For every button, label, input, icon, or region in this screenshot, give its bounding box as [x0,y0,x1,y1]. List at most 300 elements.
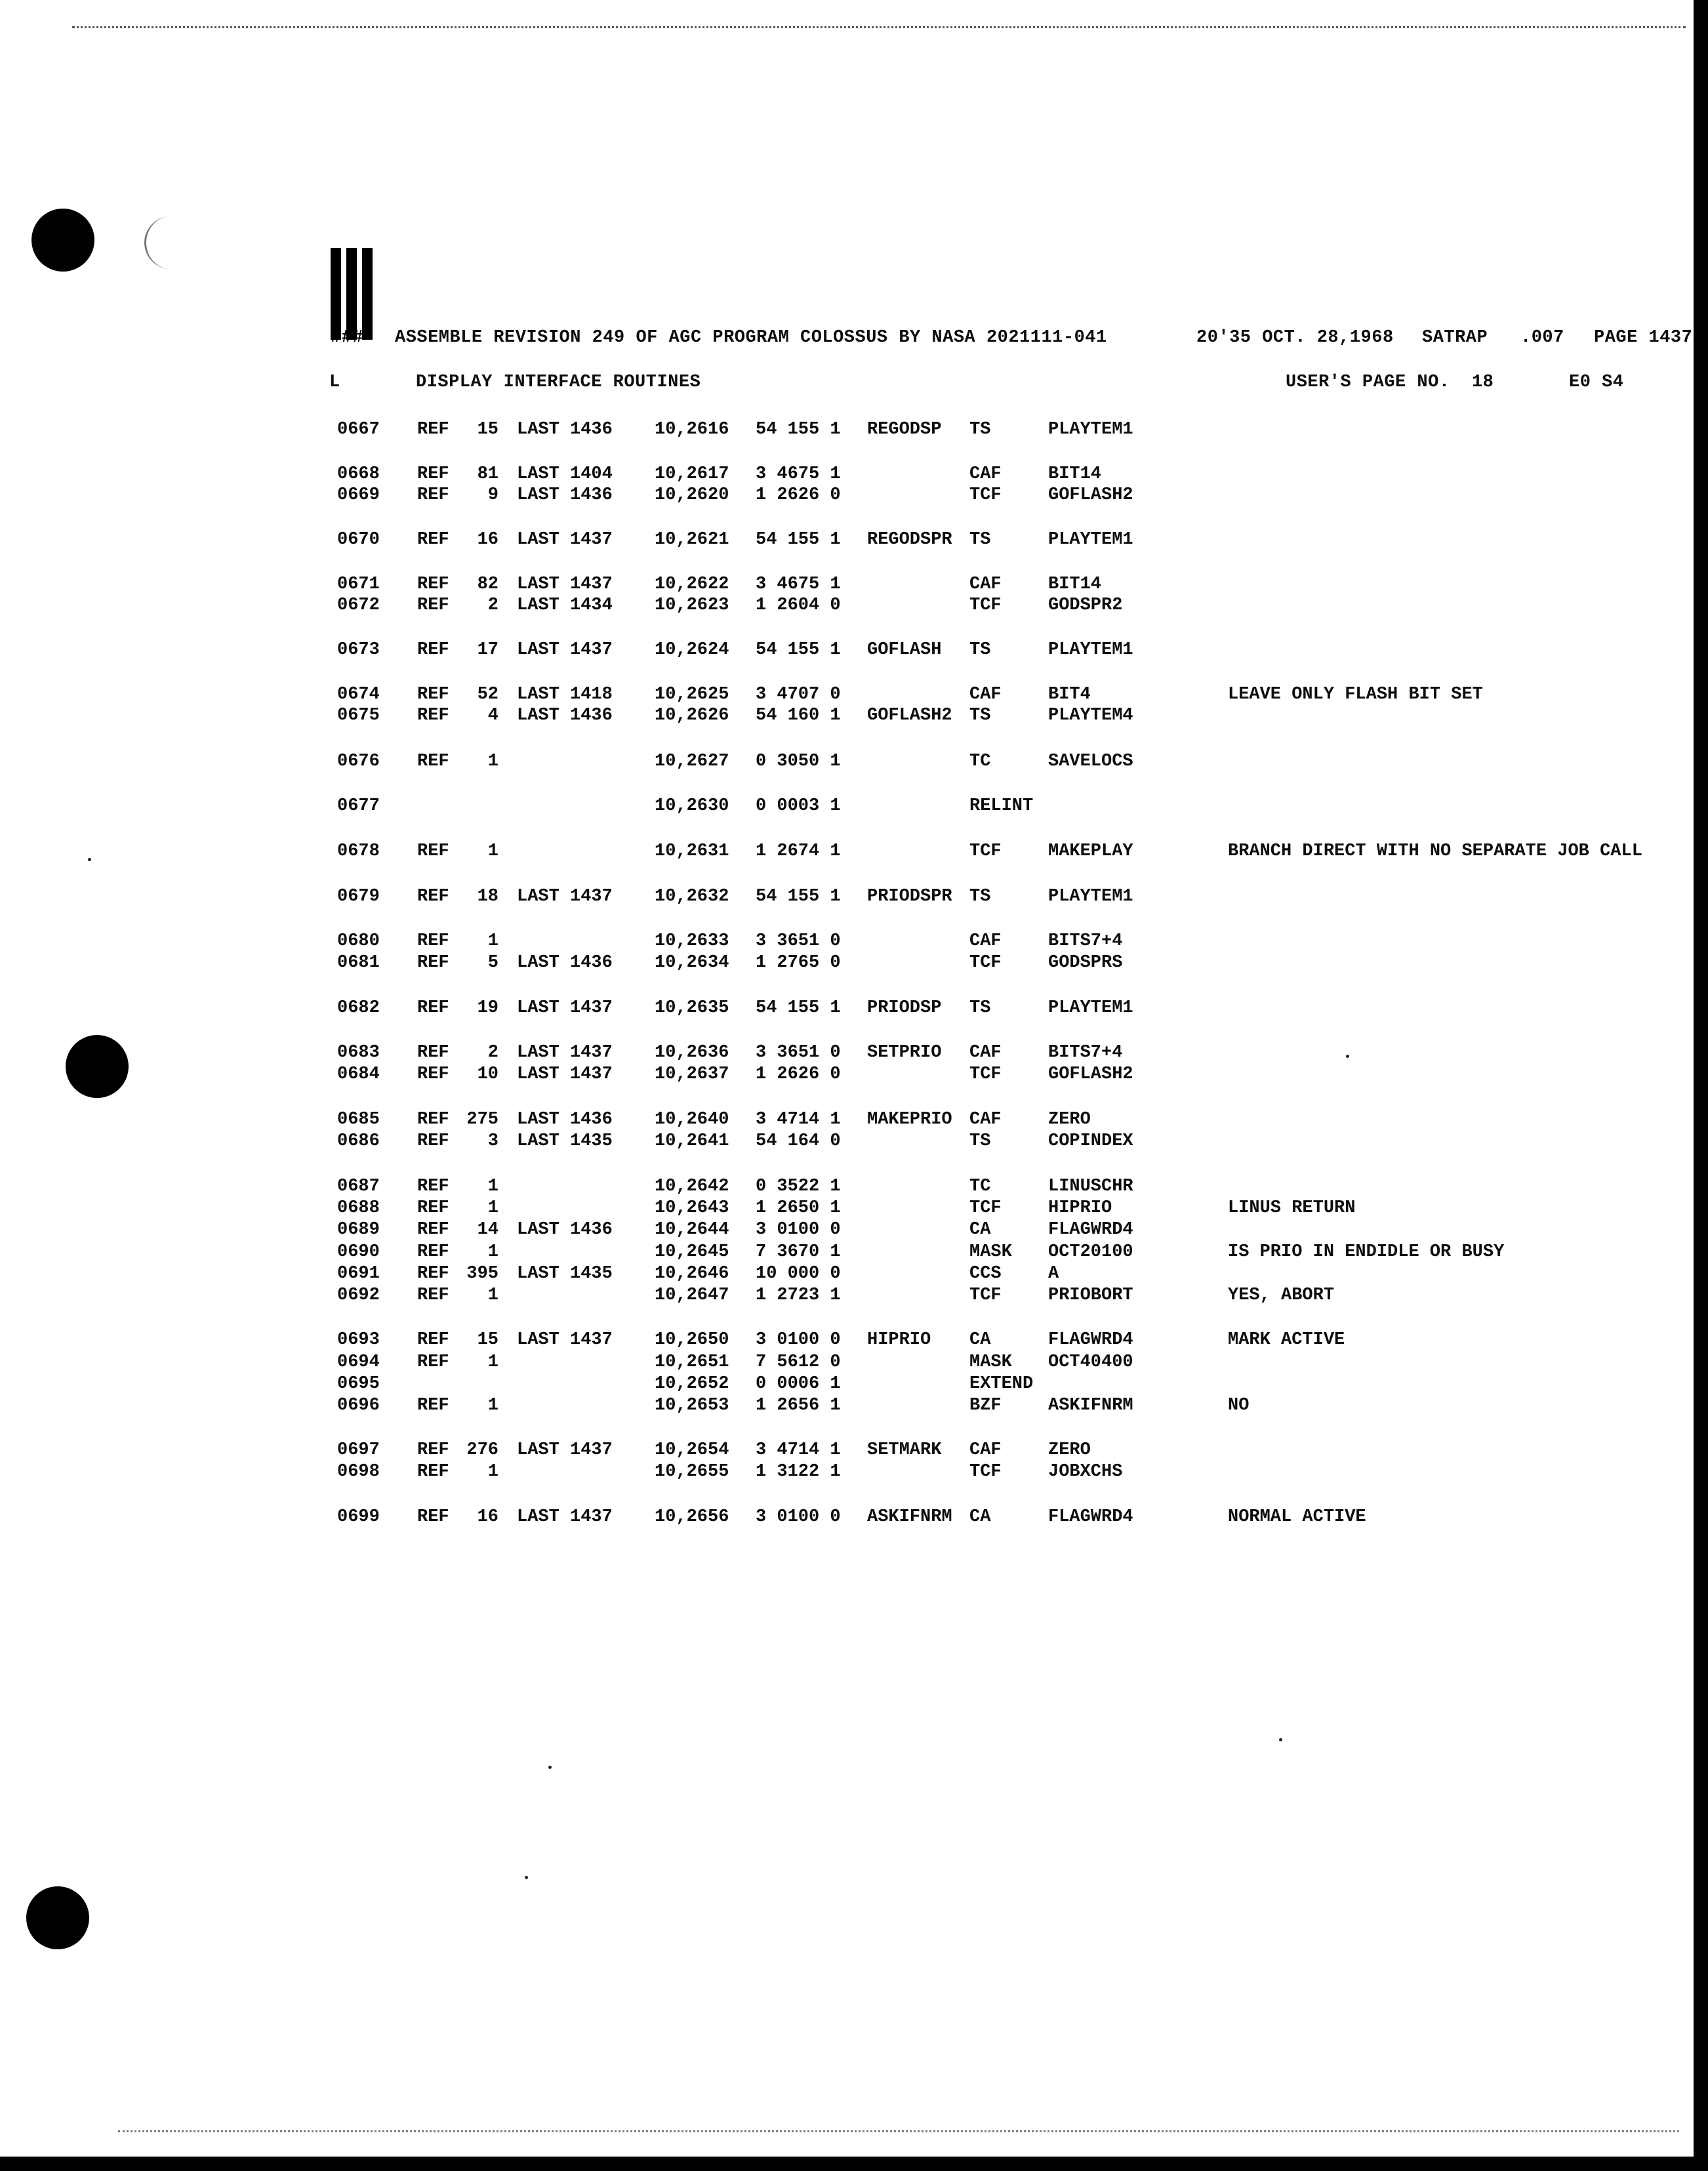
listing-row [0,1198,1679,1221]
last-ref: LAST 1437 [517,1440,613,1460]
sheet-code: E0 S4 [1569,373,1624,392]
octal-code: 3 0100 0 [756,1507,841,1527]
listing-row [0,931,1679,954]
line-number: 0684 [337,1065,380,1084]
listing-row [0,1352,1679,1375]
label: GOFLASH [867,640,942,660]
ref-marker: REF [417,1330,449,1350]
line-number: 0670 [337,530,380,550]
line-number: 0678 [337,842,380,861]
operand: COPINDEX [1048,1131,1133,1151]
operand: BITS7+4 [1048,1043,1123,1063]
operand: JOBXCHS [1048,1462,1123,1482]
address: 10,2647 [655,1286,729,1305]
comment: NORMAL ACTIVE [1228,1507,1366,1527]
speck [525,1876,528,1879]
comment: LINUS RETURN [1228,1198,1356,1218]
operand: LINUSCHR [1048,1177,1133,1196]
address: 10,2653 [655,1396,729,1415]
ref-count: 15 [477,1330,498,1350]
octal-code: 3 4714 1 [756,1440,841,1460]
octal-code: 1 2626 0 [756,1065,841,1084]
line-number: 0687 [337,1177,380,1196]
operand: ZERO [1048,1440,1091,1460]
octal-code: 1 2650 1 [756,1198,841,1218]
ref-count: 17 [477,640,498,660]
address: 10,2622 [655,575,729,594]
address: 10,2640 [655,1110,729,1129]
last-ref: LAST 1437 [517,887,613,906]
line-number: 0682 [337,998,380,1018]
last-ref: LAST 1437 [517,998,613,1018]
user-name: SATRAP [1422,328,1488,348]
ref-count: 81 [477,464,498,484]
listing-row [0,706,1679,728]
ref-count: 52 [477,685,498,704]
octal-code: 3 4714 1 [756,1110,841,1129]
octal-code: 3 3651 0 [756,931,841,951]
operand: HIPRIO [1048,1198,1112,1218]
octal-code: 3 4675 1 [756,575,841,594]
operand: PLAYTEM1 [1048,887,1133,906]
comment: YES, ABORT [1228,1286,1335,1305]
listing-row [0,887,1679,909]
address: 10,2646 [655,1264,729,1284]
operand: FLAGWRD4 [1048,1330,1133,1350]
opcode: TS [969,706,991,725]
address: 10,2627 [655,752,729,771]
address: 10,2620 [655,485,729,505]
opcode: TS [969,1131,991,1151]
opcode: CAF [969,685,1002,704]
page-border-bottom [0,2157,1708,2171]
binder-mark-3 [362,248,373,340]
ref-count: 5 [487,953,498,973]
operand: PLAYTEM1 [1048,998,1133,1018]
line-number: 0674 [337,685,380,704]
ref-count: 1 [487,1396,498,1415]
address: 10,2625 [655,685,729,704]
line-number: 0694 [337,1352,380,1372]
opcode: TCF [969,1198,1002,1218]
page-bottom-edge [118,2130,1679,2132]
listing-row [0,1177,1679,1199]
octal-code: 3 3651 0 [756,1043,841,1063]
label: REGODSPR [867,530,952,550]
opcode: TCF [969,1286,1002,1305]
last-ref: LAST 1437 [517,1330,613,1350]
line-number: 0681 [337,953,380,973]
listing-row [0,1043,1679,1065]
ref-marker: REF [417,1396,449,1415]
line-number: 0672 [337,596,380,615]
page-top-edge [72,26,1686,28]
ref-marker: REF [417,575,449,594]
opcode: TS [969,420,991,439]
comment: IS PRIO IN ENDIDLE OR BUSY [1228,1242,1505,1262]
octal-code: 54 155 1 [756,998,841,1018]
page-number: PAGE 1437 [1594,328,1693,348]
header-marker: ### [331,328,364,348]
address: 10,2637 [655,1065,729,1084]
label: REGODSP [867,420,942,439]
label: HIPRIO [867,1330,931,1350]
operand: ZERO [1048,1110,1091,1129]
octal-code: 1 2723 1 [756,1286,841,1305]
speck [1279,1738,1282,1741]
opcode: TS [969,887,991,906]
line-number: 0692 [337,1286,380,1305]
opcode: CAF [969,464,1002,484]
octal-code: 7 5612 0 [756,1352,841,1372]
line-number: 0699 [337,1507,380,1527]
octal-code: 54 160 1 [756,706,841,725]
listing-row [0,1264,1679,1286]
punch-hole-arc [144,216,173,269]
label: ASKIFNRM [867,1507,952,1527]
ref-marker: REF [417,887,449,906]
ref-marker: REF [417,1242,449,1262]
line-number: 0690 [337,1242,380,1262]
address: 10,2634 [655,953,729,973]
line-number: 0695 [337,1374,380,1394]
operand: FLAGWRD4 [1048,1507,1133,1527]
opcode: TCF [969,1065,1002,1084]
operand: BIT14 [1048,575,1102,594]
comment: MARK ACTIVE [1228,1330,1345,1350]
octal-code: 54 155 1 [756,640,841,660]
operand: MAKEPLAY [1048,842,1133,861]
label: PRIODSPR [867,887,952,906]
octal-code: 1 2626 0 [756,485,841,505]
ref-marker: REF [417,1177,449,1196]
line-number: 0693 [337,1330,380,1350]
listing-row [0,1330,1679,1352]
address: 10,2652 [655,1374,729,1394]
listing-row [0,1110,1679,1132]
octal-code: 0 0003 1 [756,796,841,816]
address: 10,2630 [655,796,729,816]
operand: OCT40400 [1048,1352,1133,1372]
last-ref: LAST 1436 [517,420,613,439]
ref-marker: REF [417,1110,449,1129]
ref-marker: REF [417,842,449,861]
address: 10,2641 [655,1131,729,1151]
last-ref: LAST 1437 [517,1507,613,1527]
listing-row [0,1286,1679,1308]
line-number: 0680 [337,931,380,951]
line-number: 0685 [337,1110,380,1129]
ref-marker: REF [417,640,449,660]
ref-marker: REF [417,931,449,951]
line-number: 0686 [337,1131,380,1151]
opcode: CAF [969,1440,1002,1460]
label: GOFLASH2 [867,706,952,725]
last-ref: LAST 1436 [517,953,613,973]
opcode: TCF [969,842,1002,861]
line-number: 0683 [337,1043,380,1063]
punch-hole-top [31,209,94,272]
last-ref: LAST 1434 [517,596,613,615]
octal-code: 3 4707 0 [756,685,841,704]
ref-marker: REF [417,485,449,505]
last-ref: LAST 1436 [517,485,613,505]
listing-row [0,998,1679,1021]
ref-count: 1 [487,752,498,771]
ref-count: 16 [477,1507,498,1527]
ref-count: 1 [487,1177,498,1196]
opcode: CCS [969,1264,1002,1284]
octal-code: 1 3122 1 [756,1462,841,1482]
ref-count: 14 [477,1220,498,1240]
opcode: CAF [969,1043,1002,1063]
ref-marker: REF [417,1352,449,1372]
octal-code: 3 0100 0 [756,1330,841,1350]
listing-row [0,1065,1679,1087]
section-title: DISPLAY INTERFACE ROUTINES [416,373,701,392]
ref-marker: REF [417,1507,449,1527]
ref-count: 9 [487,485,498,505]
last-ref: LAST 1404 [517,464,613,484]
ref-count: 2 [487,1043,498,1063]
line-number: 0688 [337,1198,380,1218]
octal-code: 10 000 0 [756,1264,841,1284]
ref-count: 1 [487,1242,498,1262]
opcode: TS [969,998,991,1018]
ref-marker: REF [417,1043,449,1063]
line-number: 0675 [337,706,380,725]
ref-count: 82 [477,575,498,594]
line-number: 0669 [337,485,380,505]
page-border-right [1694,0,1708,2171]
ref-count: 10 [477,1065,498,1084]
ref-marker: REF [417,998,449,1018]
ref-marker: REF [417,752,449,771]
listing-row [0,420,1679,442]
ref-marker: REF [417,530,449,550]
ref-marker: REF [417,1264,449,1284]
listing-row [0,530,1679,552]
opcode: TCF [969,596,1002,615]
address: 10,2642 [655,1177,729,1196]
address: 10,2636 [655,1043,729,1063]
ref-count: 18 [477,887,498,906]
ref-count: 19 [477,998,498,1018]
listing-row [0,1462,1679,1484]
line-number: 0697 [337,1440,380,1460]
octal-code: 0 0006 1 [756,1374,841,1394]
address: 10,2623 [655,596,729,615]
users-page-number: USER'S PAGE NO. 18 [1286,373,1494,392]
opcode: MASK [969,1242,1012,1262]
ref-marker: REF [417,685,449,704]
ref-marker: REF [417,1462,449,1482]
address: 10,2644 [655,1220,729,1240]
opcode: TCF [969,953,1002,973]
operand: BIT14 [1048,464,1102,484]
opcode: RELINT [969,796,1034,816]
operand: BIT4 [1048,685,1091,704]
punch-hole-bottom [26,1886,89,1949]
speck [548,1766,552,1769]
label: SETMARK [867,1440,942,1460]
listing-row [0,1440,1679,1463]
address: 10,2654 [655,1440,729,1460]
line-number: 0668 [337,464,380,484]
opcode: EXTEND [969,1374,1034,1394]
address: 10,2626 [655,706,729,725]
line-number: 0676 [337,752,380,771]
ref-count: 276 [466,1440,498,1460]
listing-row [0,1220,1679,1242]
address: 10,2616 [655,420,729,439]
address: 10,2643 [655,1198,729,1218]
listing-row [0,953,1679,975]
operand: PLAYTEM1 [1048,530,1133,550]
octal-code: 0 3050 1 [756,752,841,771]
ref-marker: REF [417,1286,449,1305]
listing-row [0,464,1679,487]
address: 10,2624 [655,640,729,660]
ref-marker: REF [417,596,449,615]
address: 10,2645 [655,1242,729,1262]
timestamp: 20'35 OCT. 28,1968 [1196,328,1394,348]
line-number: 0671 [337,575,380,594]
octal-code: 1 2674 1 [756,842,841,861]
address: 10,2632 [655,887,729,906]
last-ref: LAST 1435 [517,1131,613,1151]
last-ref: LAST 1437 [517,1043,613,1063]
listing-row [0,752,1679,774]
opcode: TC [969,1177,991,1196]
assembly-title: ASSEMBLE REVISION 249 OF AGC PROGRAM COLOSSUS BY NASA 2021111-041 [395,328,1107,348]
operand: PLAYTEM4 [1048,706,1133,725]
ref-marker: REF [417,1220,449,1240]
octal-code: 1 2765 0 [756,953,841,973]
ref-count: 275 [466,1110,498,1129]
ref-count: 1 [487,931,498,951]
line-number: 0667 [337,420,380,439]
ref-marker: REF [417,953,449,973]
opcode: CAF [969,575,1002,594]
octal-code: 1 2604 0 [756,596,841,615]
opcode: BZF [969,1396,1002,1415]
address: 10,2650 [655,1330,729,1350]
listing-row [0,485,1679,508]
listing-row [0,842,1679,864]
version: .007 [1520,328,1564,348]
ref-count: 15 [477,420,498,439]
ref-count: 2 [487,596,498,615]
opcode: TCF [969,1462,1002,1482]
operand: GOFLASH2 [1048,1065,1133,1084]
address: 10,2655 [655,1462,729,1482]
last-ref: LAST 1418 [517,685,613,704]
last-ref: LAST 1437 [517,640,613,660]
operand: A [1048,1264,1059,1284]
ref-count: 3 [487,1131,498,1151]
listing-row [0,1374,1679,1396]
ref-count: 16 [477,530,498,550]
listing-row [0,1507,1679,1530]
ref-marker: REF [417,464,449,484]
operand: PLAYTEM1 [1048,640,1133,660]
opcode: CAF [969,931,1002,951]
last-ref: LAST 1437 [517,575,613,594]
address: 10,2617 [655,464,729,484]
octal-code: 7 3670 1 [756,1242,841,1262]
ref-count: 1 [487,842,498,861]
octal-code: 54 164 0 [756,1131,841,1151]
comment: LEAVE ONLY FLASH BIT SET [1228,685,1483,704]
ref-count: 1 [487,1352,498,1372]
operand: SAVELOCS [1048,752,1133,771]
operand: ASKIFNRM [1048,1396,1133,1415]
ref-marker: REF [417,420,449,439]
line-number: 0673 [337,640,380,660]
listing-row [0,796,1679,819]
binder-mark-2 [346,248,357,340]
ref-marker: REF [417,706,449,725]
operand: OCT20100 [1048,1242,1133,1262]
listing-row [0,1396,1679,1418]
octal-code: 54 155 1 [756,420,841,439]
comment: BRANCH DIRECT WITH NO SEPARATE JOB CALL [1228,842,1642,861]
opcode: TS [969,530,991,550]
listing-row [0,1131,1679,1154]
opcode: TS [969,640,991,660]
ref-marker: REF [417,1131,449,1151]
line-number: 0696 [337,1396,380,1415]
ref-count: 4 [487,706,498,725]
operand: GODSPRS [1048,953,1123,973]
ref-count: 1 [487,1462,498,1482]
section-letter: L [329,373,340,392]
ref-marker: REF [417,1065,449,1084]
octal-code: 54 155 1 [756,530,841,550]
line-number: 0689 [337,1220,380,1240]
line-number: 0698 [337,1462,380,1482]
address: 10,2633 [655,931,729,951]
address: 10,2651 [655,1352,729,1372]
label: PRIODSP [867,998,942,1018]
ref-count: 1 [487,1198,498,1218]
address: 10,2621 [655,530,729,550]
operand: PRIOBORT [1048,1286,1133,1305]
listing-row [0,596,1679,618]
address: 10,2635 [655,998,729,1018]
listing-row [0,640,1679,662]
opcode: TC [969,752,991,771]
last-ref: LAST 1437 [517,1065,613,1084]
ref-count: 395 [466,1264,498,1284]
operand: FLAGWRD4 [1048,1220,1133,1240]
line-number: 0691 [337,1264,380,1284]
operand: PLAYTEM1 [1048,420,1133,439]
binder-mark-1 [331,248,341,340]
ref-marker: REF [417,1440,449,1460]
octal-code: 1 2656 1 [756,1396,841,1415]
octal-code: 54 155 1 [756,887,841,906]
last-ref: LAST 1436 [517,706,613,725]
last-ref: LAST 1437 [517,530,613,550]
opcode: CAF [969,1110,1002,1129]
listing-row [0,575,1679,597]
last-ref: LAST 1436 [517,1220,613,1240]
opcode: MASK [969,1352,1012,1372]
octal-code: 0 3522 1 [756,1177,841,1196]
comment: NO [1228,1396,1250,1415]
